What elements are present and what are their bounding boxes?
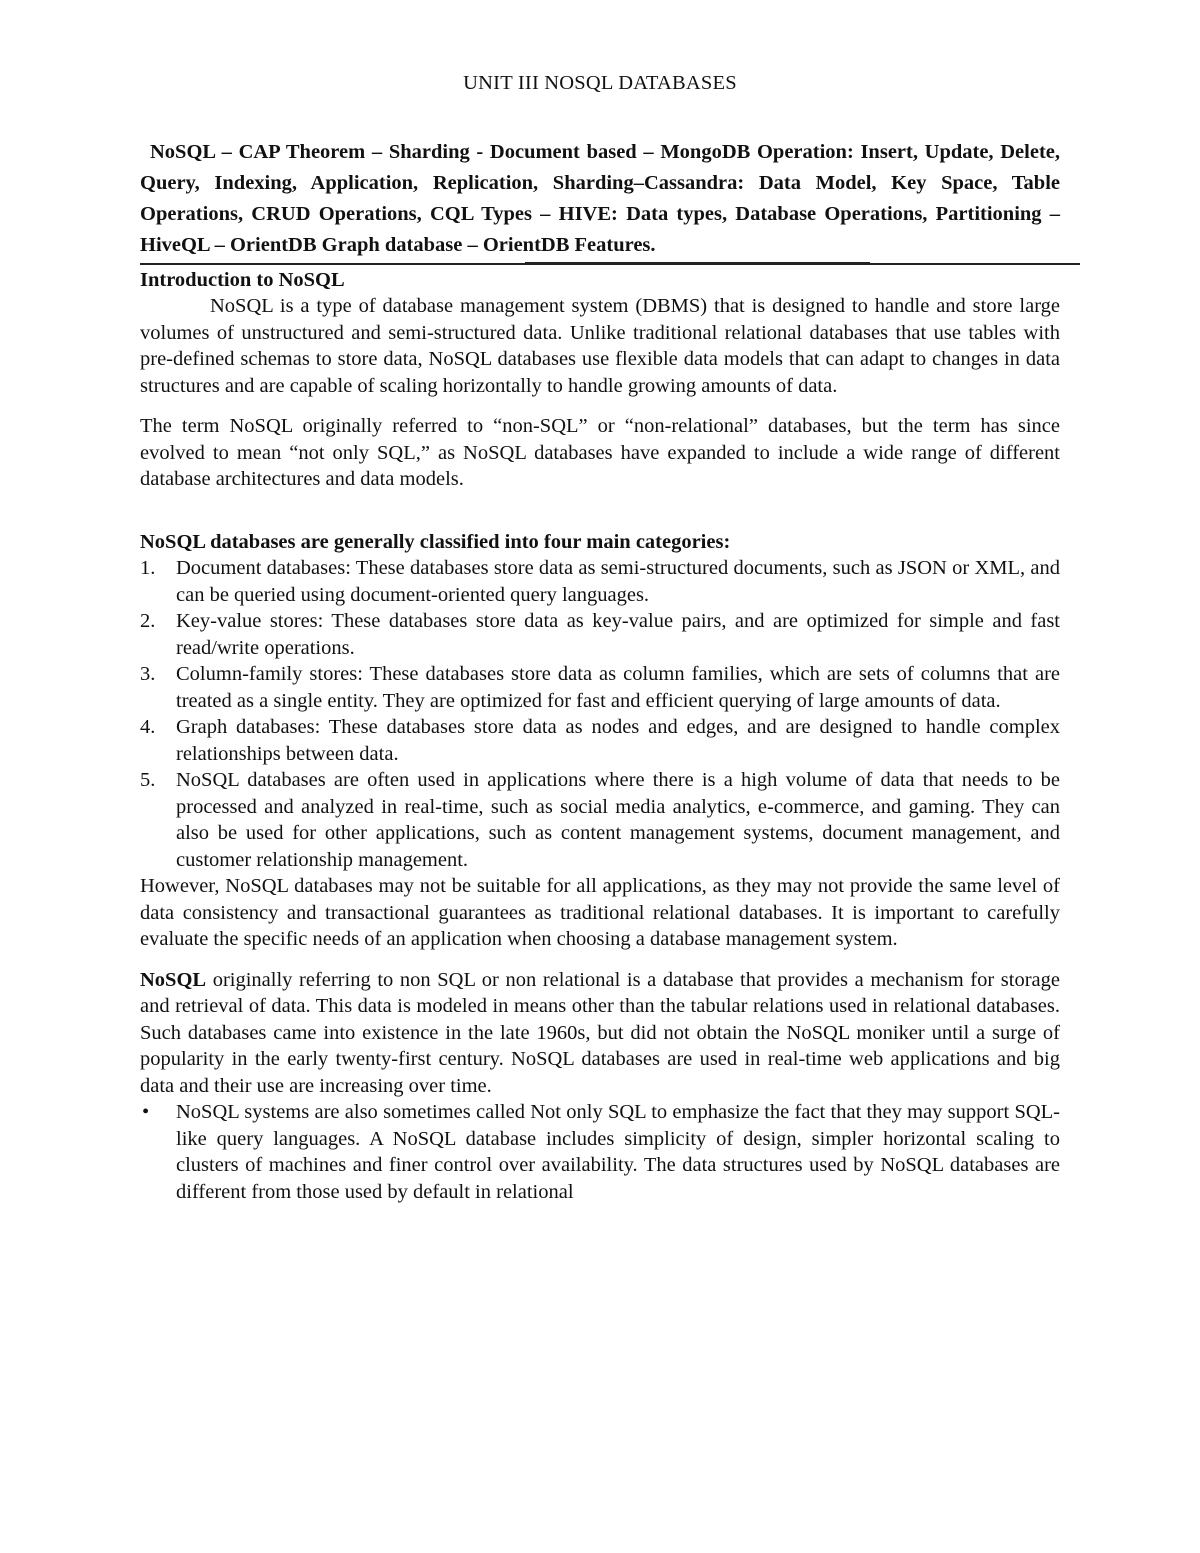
section-divider-accent	[525, 262, 870, 264]
list-number: 3.	[140, 663, 156, 685]
list-number: 1.	[140, 557, 156, 579]
bullet-icon: •	[142, 1101, 150, 1123]
categories-list	[140, 555, 1060, 873]
list-item	[140, 714, 1060, 767]
bullet-item	[140, 1099, 1060, 1205]
list-item	[140, 661, 1060, 714]
categories-closing-paragraph: However, NoSQL databases may not be suitable for all applications, as they may not provide the same level of data consistency and transactional guarantees as traditional relational databases. It is important to carefully evaluate the specific needs of an application when choosing a database management system.	[140, 875, 1060, 950]
list-item-text: NoSQL databases are often used in applications where there is a high volume of data that needs to be processed and analyzed in real-time, such as social media analytics, e-commerce, and gaming. They can also be used for other applications, such as content management systems, document management, and customer relationship management.	[176, 769, 1060, 871]
list-item-text: Key-value stores: These databases store data as key-value pairs, and are optimized for simple and fast read/write operations.	[176, 610, 1060, 659]
list-item	[140, 767, 1060, 873]
list-item	[140, 555, 1060, 608]
section-divider	[140, 263, 1080, 265]
list-item-text: Graph databases: These databases store data as nodes and edges, and are designed to handle complex relationships between data.	[176, 716, 1060, 765]
list-number: 4.	[140, 716, 156, 738]
list-item-text: Column-family stores: These databases store data as column families, which are sets of columns that are treated as a single entity. They are optimized for fast and efficient querying of large amounts of data.	[176, 663, 1060, 712]
bullet-text: NoSQL systems are also sometimes called Not only SQL to emphasize the fact that they may support SQL-like query languages. A NoSQL database includes simplicity of design, simpler horizontal scaling to clusters of machines and finer control over availability. The data structures used by NoSQL databases are different from those used by default in relational	[176, 1101, 1060, 1203]
list-item-text: Document databases: These databases store data as semi-structured documents, such as JSON or XML, and can be queried using document-oriented query languages.	[176, 557, 1060, 606]
list-number: 2.	[140, 610, 156, 632]
categories-heading: NoSQL databases are generally classified into four main categories:	[140, 530, 731, 553]
definition-term: NoSQL	[140, 968, 207, 991]
intro-paragraph-1: NoSQL is a type of database management system (DBMS) that is designed to handle and store large volumes of unstructured and semi-structured data. Unlike traditional relational databases that use tables with pre-defined schemas to store data, NoSQL databases use flexible data models that can adapt to changes in data structures and are capable of scaling horizontally to handle growing amounts of data.	[140, 295, 1060, 397]
list-number: 5.	[140, 769, 156, 791]
definition-paragraph	[140, 967, 1060, 1100]
document-page	[140, 70, 1060, 1205]
intro-paragraph-2: The term NoSQL originally referred to “non-SQL” or “non-relational” databases, but the term has since evolved to mean “not only SQL,” as NoSQL databases have expanded to include a wide range of different database architectures and data models.	[140, 415, 1060, 490]
bullet-list	[140, 1099, 1060, 1205]
list-item	[140, 608, 1060, 661]
document-title: UNIT III NOSQL DATABASES	[463, 72, 737, 94]
intro-heading: Introduction to NoSQL	[140, 268, 345, 291]
syllabus-topics: NoSQL – CAP Theorem – Sharding - Document based – MongoDB Operation: Insert, Update, Delete, Query, Indexing, Application, Replication, Sharding–Cassandra: Data Model, Key Space, Table Operations, CRUD Operations, CQL Types – HIVE: Data types, Database Operations, Partitioning – HiveQL – OrientDB Graph database – OrientDB Features.	[140, 140, 1060, 256]
definition-text: originally referring to non SQL or non relational is a database that provides a mechanism for storage and retrieval of data. This data is modeled in means other than the tabular relations used in relational databases. Such databases came into existence in the late 1960s, but did not obtain the NoSQL moniker until a surge of popularity in the early twenty-first century. NoSQL databases are used in real-time web applications and big data and their use are increasing over time.	[140, 968, 1060, 1097]
